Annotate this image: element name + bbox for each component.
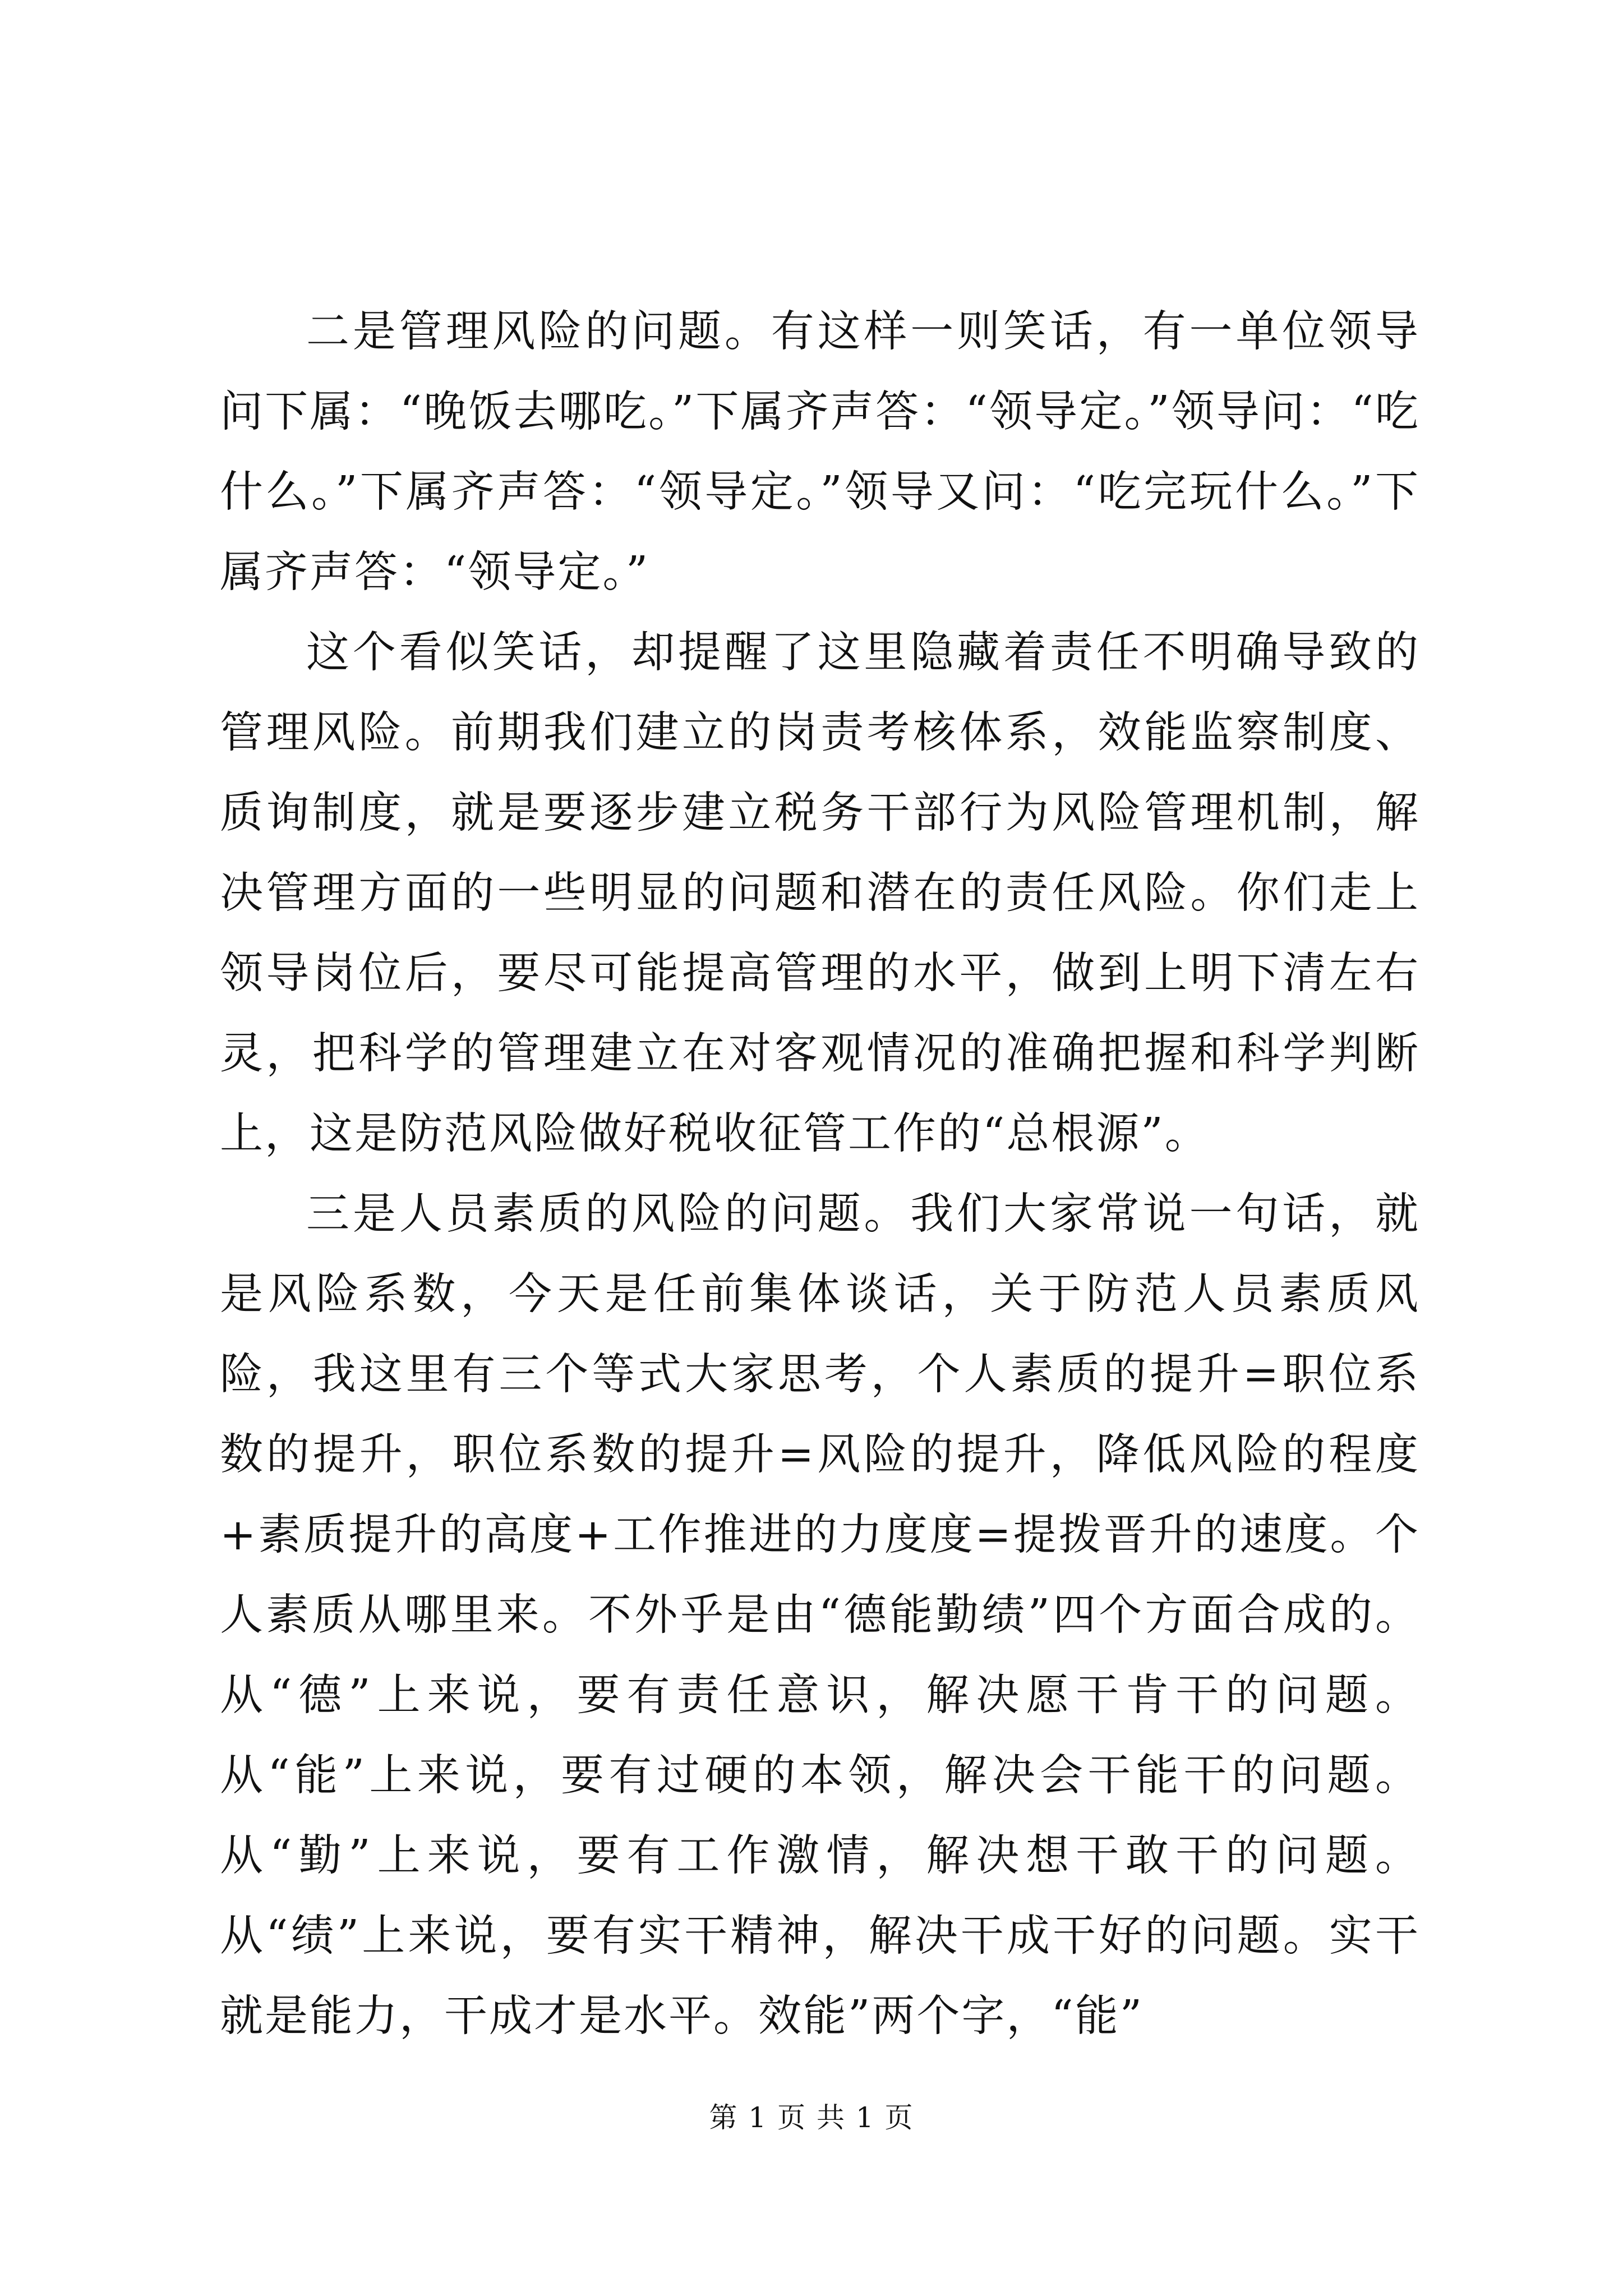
document-body <box>220 292 1420 2056</box>
paragraph-responsibility-risk: 这个看似笑话，却提醒了这里隐藏着责任不明确导致的管理风险。前期我们建立的岗责考核体系，效能监察制度、质询制度，就是要逐步建立税务干部行为风险管理机制，解决管理方面的一些明显的问题和潜在的责任风险。你们走上领导岗位后，要尽可能提高管理的水平，做到上明下清左右灵，把科学的管理建立在对客观情况的准确把握和科学判断上，这是防范风险做好税收征管工作的“总根源”。 <box>220 628 1420 1159</box>
paragraph-management-risk: 二是管理风险的问题。有这样一则笑话，有一单位领导问下属：“晚饭去哪吃。”下属齐声答：“领导定。”领导问：“吃什么。”下属齐声答：“领导定。”领导又问：“吃完玩什么。”下属齐声答：“领导定。” <box>220 307 1420 597</box>
page-footer: 第 1 页 共 1 页 <box>709 2101 914 2134</box>
paragraph-personnel-quality-risk: 三是人员素质的风险的问题。我们大家常说一句话，就是风险系数，今天是任前集体谈话，关于防范人员素质风险，我这里有三个等式大家思考，个人素质的提升=职位系数的提升，职位系数的提升=风险的提升，降低风险的程度+素质提升的高度+工作推进的力度度=提拨晋升的速度。个人素质从哪里来。不外乎是由“德能勤绩”四个方面合成的。从“德”上来说，要有责任意识，解决愿干肯干的问题。从“能”上来说，要有过硬的本领，解决会干能干的问题。从“勤”上来说，要有工作激情，解决想干敢干的问题。从“绩”上来说，要有实干精神，解决干成干好的问题。实干就是能力，干成才是水平。效能”两个字，“能” <box>220 1189 1420 2041</box>
